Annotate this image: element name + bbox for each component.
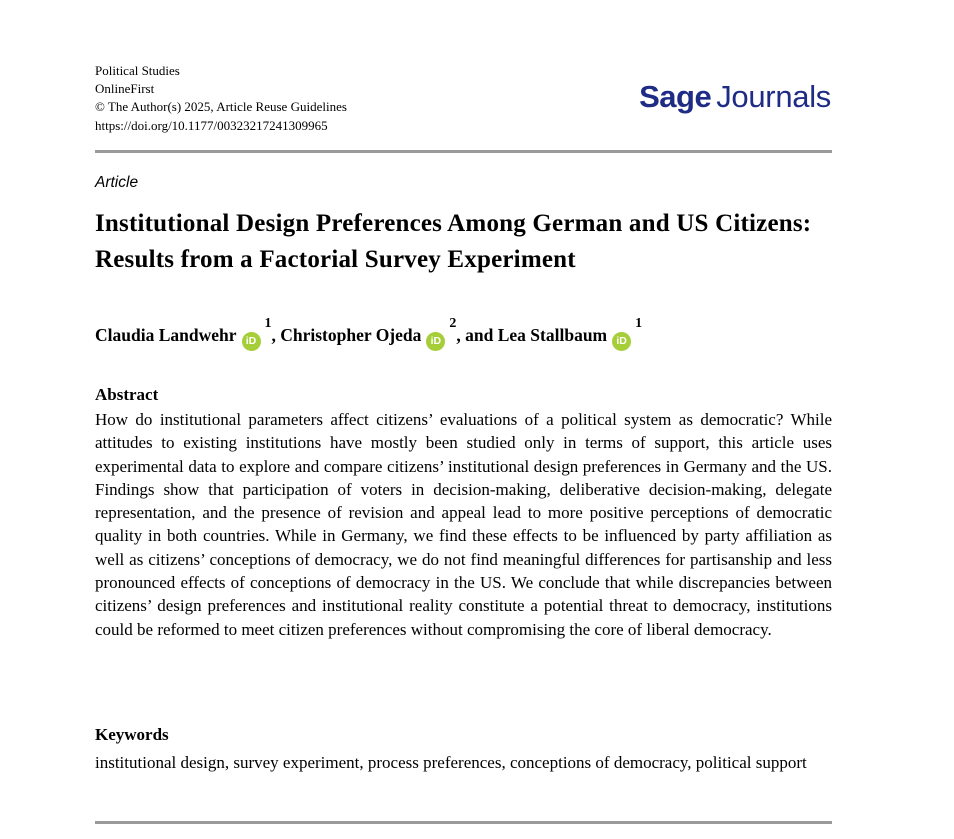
article-reuse-guidelines-link[interactable]: Article Reuse Guidelines <box>216 99 347 115</box>
journal-name: Political Studies <box>95 63 180 78</box>
orcid-icon[interactable]: iD <box>242 332 261 351</box>
orcid-icon[interactable]: iD <box>612 332 631 351</box>
publication-status: OnlineFirst <box>95 81 155 97</box>
article-type-label: Article <box>95 174 139 191</box>
article-title: Institutional Design Preferences Among German and US Citizens: Results from a Factorial Survey Experiment <box>95 210 812 273</box>
orcid-icon[interactable]: iD <box>426 332 445 351</box>
keywords-heading: Keywords <box>95 725 169 744</box>
copyright-text: © The Author(s) 2025, <box>95 99 217 115</box>
affiliation-superscript: 1 <box>635 316 643 331</box>
author-list <box>95 318 855 351</box>
author-name: Claudia Landwehr <box>95 324 237 345</box>
sage-journals-logo[interactable] <box>639 80 831 114</box>
logo-sage-text: Sage <box>639 79 712 114</box>
affiliation-superscript: 1 <box>264 316 272 331</box>
footer-divider <box>95 821 832 824</box>
author-name: Christopher Ojeda <box>280 324 422 345</box>
keywords-text: institutional design, survey experiment, process preferences, conceptions of democracy, political support <box>95 753 807 772</box>
abstract-text: How do institutional parameters affect citizens’ evaluations of a political system as democratic? While attitudes to existing institutions have mostly been studied only in terms of support, this article uses experimental data to explore and compare citizens’ institutional design preferences in Germany and the US. Findings show that participation of voters in decision-making, deliberative decision-making, delegate representation, and the presence of revision and appeal lead to more positive perceptions of democratic quality in both countries. While in Germany, we find these effects to be influenced by party affiliation as well as citizens’ conceptions of democracy, we do not find meaningful differences for partisanship and less pronounced effects of conceptions of democracy in the US. We conclude that while discrepancies between citizens’ design preferences and institutional reality constitute a potential threat to democracy, institutions could be reformed to meet citizen preferences without compromising the core of liberal democracy. <box>95 410 832 639</box>
author <box>280 316 498 347</box>
copyright-line <box>95 98 347 116</box>
publication-metadata <box>95 62 347 135</box>
author-separator: , and <box>456 324 498 345</box>
abstract-heading: Abstract <box>95 385 159 404</box>
author-name: Lea Stallbaum <box>497 324 608 345</box>
author <box>95 316 281 347</box>
header-divider <box>95 150 832 153</box>
author <box>497 316 643 347</box>
affiliation-superscript: 2 <box>449 316 457 331</box>
author-separator: , <box>271 324 281 345</box>
logo-journals-text: Journals <box>716 79 831 114</box>
doi-link[interactable]: https://doi.org/10.1177/00323217241309965 <box>95 117 328 133</box>
